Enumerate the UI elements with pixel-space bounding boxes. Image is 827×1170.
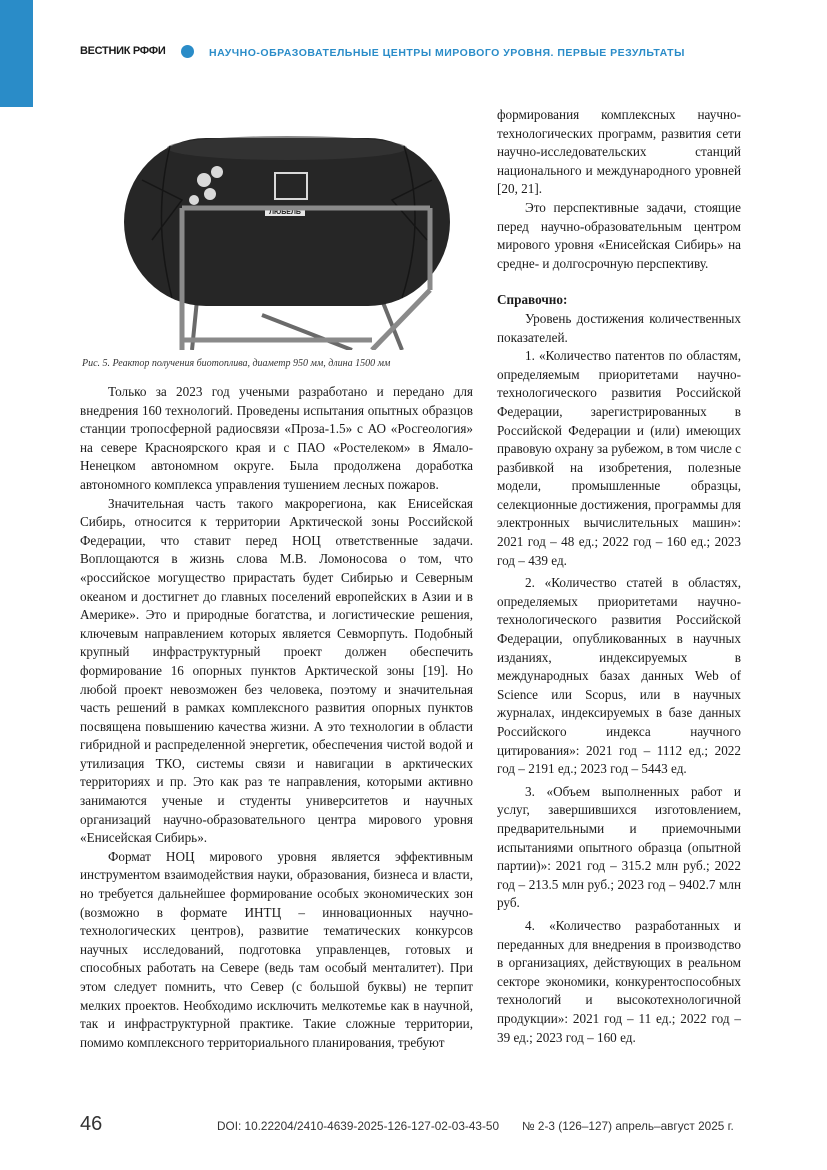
reference-title: Справочно: xyxy=(497,292,568,308)
tank-label: ЛЮБЕЛЬ xyxy=(269,209,301,216)
paragraph: Формат НОЦ мирового уровня является эффективным инструментом взаимодействия науки, образования, бизнеса и власти, но требуется дальнейшее формирование особых экономических зон (возможно в формате ИНТЦ – инновационных научно-технологических центров), развитие тематических конкурсов научных исследований, подготовка управленцев, готовых и способных работать на Севере (ведь там особый менталитет). При этом следует помнить, что Север (с большой буквы) не терпит мелких проектов. Необходимо исключить мелкотемье как в научной, так и инфраструктурной практике. Такие сложные территории, помимо комплексного территориального планирования, требуют xyxy=(80,848,473,1050)
issue-info: № 2-3 (126–127) апрель–август 2025 г. xyxy=(522,1119,734,1133)
paragraph: Значительная часть такого макрорегиона, как Енисейская Сибирь, относится к территории Арктической зоны Российской Федерации, что ставит перед НОЦ ответственные задачи. Воплощаются в жизнь слова М.В. Ломоносова о том, что «российское могущество прирастать будет Сибирью и Северным океаном и достигнет до главных поселений европейских в Азии и в Америке». Это и природные богатства, и логистические решения, ключевым направлением которых является Севморпуть. Подобный крупный инфраструктурный проект должен обеспечить формирование 16 опорных пунктов Арктической зоны [19]. Но любой проект невозможен без человека, поэтому и значительная часть решений в рамках комплексного развития опорных пунктов посвящена повышению качества жизни. А это технологии в области гибридной и распределенной энергетик, обеспечения чистой водой и утилизация ТКО, системы связи и навигации в арктических территориях и пр. Это как раз те направления, которыми активно занимаются ученые и студенты университетов и научных организаций научно-образовательного центра мирового уровня «Енисейская Сибирь». xyxy=(80,495,473,846)
left-column xyxy=(80,383,473,1052)
reference-item: 2. «Количество статей в областях, определяемых приоритетами научно-технологического развития Российской Федерации, опубликованных в научных изданиях, индексируемых в международных базах данных Web of Science или Scopus, или в научных журналах, индексируемых в базе данных Российского индекса научного цитирования»: 2021 год – 1112 ед.; 2022 год – 2191 ед.; 2023 год – 5443 ед. xyxy=(497,575,741,777)
figure-caption: Рис. 5. Реактор получения биотоплива, диаметр 950 мм, длина 1500 мм xyxy=(82,358,391,369)
reference-intro: Уровень достижения количественных показателей. xyxy=(497,310,741,345)
paragraph: Это перспективные задачи, стоящие перед научно-образовательным центром мирового уровня «Енисейская Сибирь» на средне- и долгосрочную перспективу. xyxy=(497,199,741,271)
reference-item: 1. «Количество патентов по областям, определяемым приоритетами научно-технологического развития Российской Федерации, зарегистрированных в Российской Федерации и (или) имеющих правовую охрану за рубежом, в том числе с разбивкой на изобретения, полезные модели, промышленные образцы, селекционные достижения, программы для электронных вычислительных машин»: 2021 год – 48 ед.; 2022 год – 160 ед.; 2023 год – 439 ед. xyxy=(497,348,741,568)
paragraph-continuation: формирования комплексных научно-технологических программ, развития сети научно-исследовательских станций национального и международного уровней [20, 21]. xyxy=(497,107,741,197)
doi: DOI: 10.22204/2410-4639-2025-126-127-02-03-43-50 xyxy=(217,1119,500,1133)
paragraph: Только за 2023 год учеными разработано и передано для внедрения 160 технологий. Проведены испытания опытных образцов станции тропосферной радиосвязи «Проза-1.5» с АО «Росгеология» на севере Красноярского края и с ПАО «Ростелеком» в Ямало-Ненецком автономном округе. Была продолжена доработка автономного комплекса управления тушением лесных пожаров. xyxy=(80,384,473,492)
right-column xyxy=(497,106,741,1047)
section-title: НАУЧНО-ОБРАЗОВАТЕЛЬНЫЕ ЦЕНТРЫ МИРОВОГО УРОВНЯ. ПЕРВЫЕ РЕЗУЛЬТАТЫ xyxy=(209,47,685,59)
reactor-photo xyxy=(82,100,472,350)
reference-item: 3. «Объем выполненных работ и услуг, завершившихся изготовлением, предварительными и приемочными испытаниями опытного образца (опытной партии)»: 2021 год – 315.2 млн руб.; 2022 год – 213.5 млн руб.; 2023 год – 9402.7 млн руб. xyxy=(497,783,741,911)
header-bullet-icon xyxy=(181,45,194,58)
reactor-illustration xyxy=(82,100,472,350)
section-color-tab xyxy=(0,0,33,107)
journal-name: ВЕСТНИК РФФИ xyxy=(80,45,166,57)
page-number: 46 xyxy=(80,1113,103,1135)
reference-item: 4. «Количество разработанных и переданных для внедрения в производство в организациях, действующих в реальном секторе экономики, конкурентоспособных технологий и высокотехнологичной продукции»: 2021 год – 11 ед.; 2022 год – 39 ед.; 2023 год – 160 ед. xyxy=(497,917,741,1045)
